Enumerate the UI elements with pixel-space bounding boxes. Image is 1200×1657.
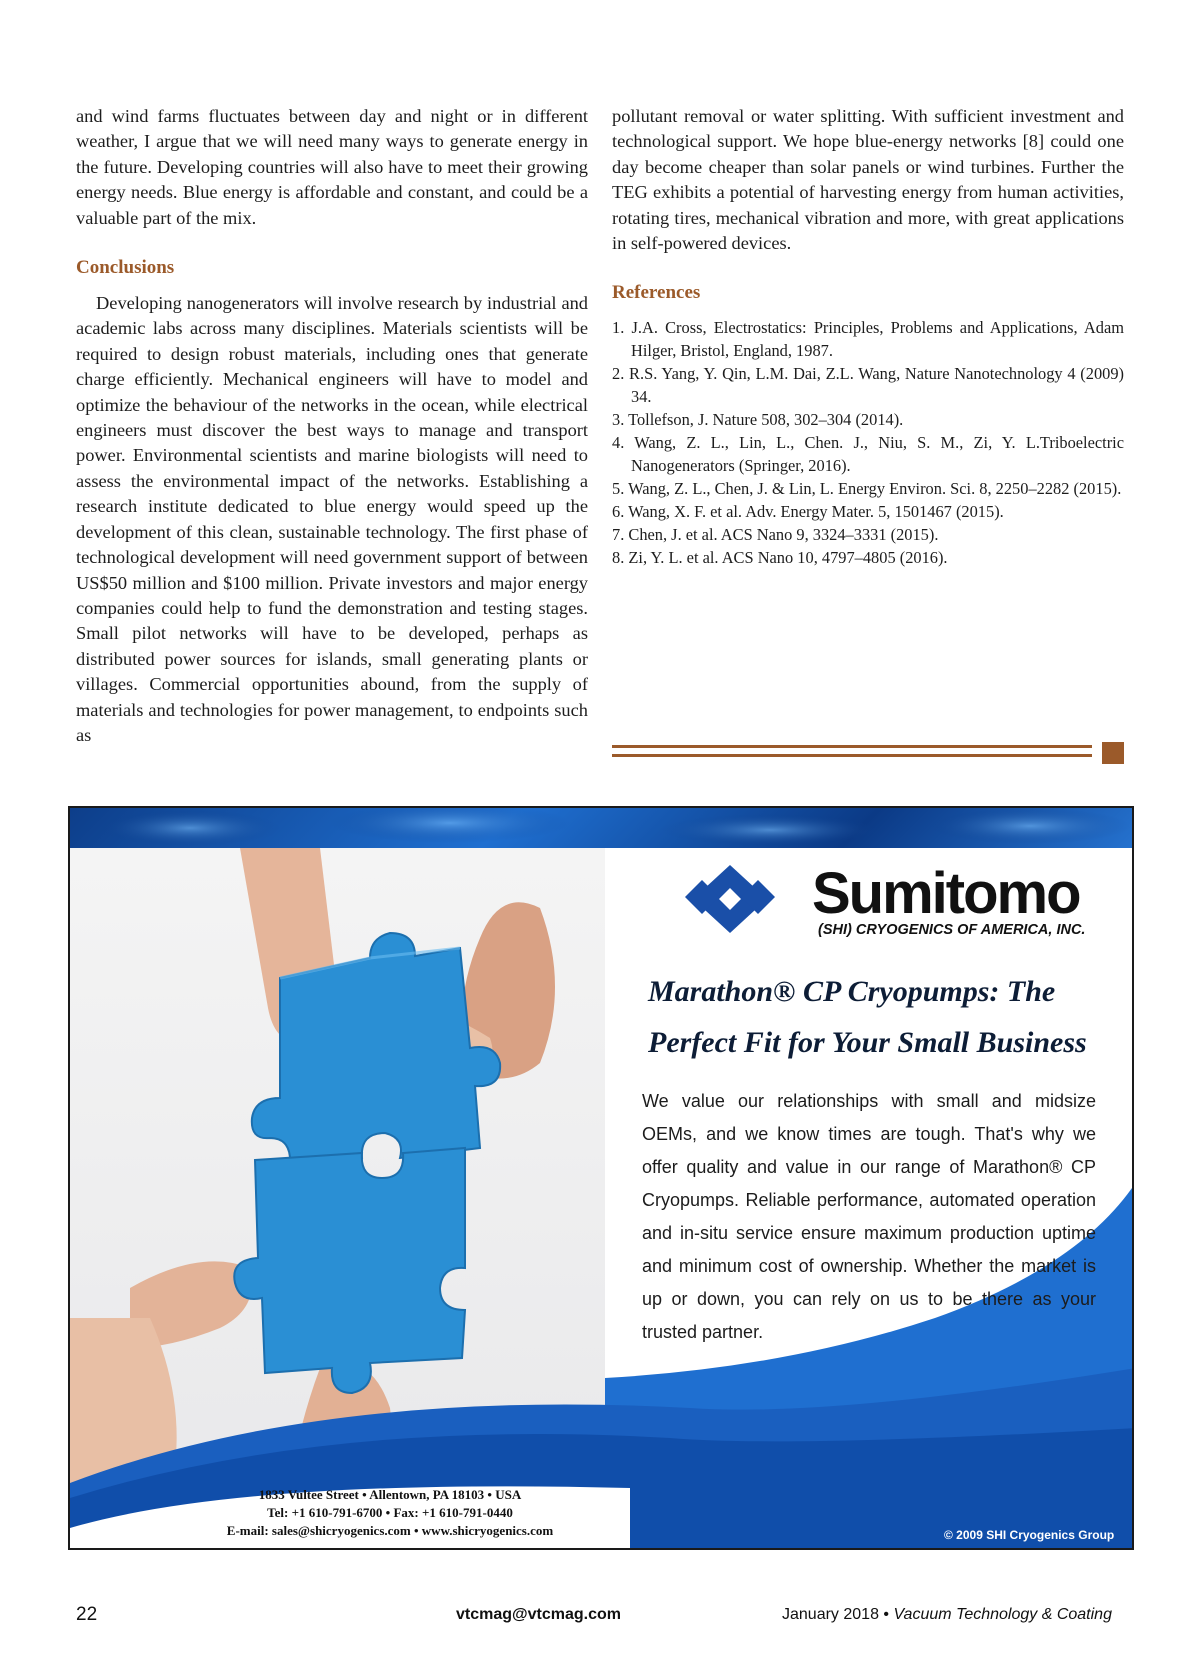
ad-address-line: 1833 Vultee Street • Allentown, PA 18103 • USA: [258, 1487, 522, 1502]
ad-contact-block: [170, 1486, 610, 1540]
reference-item: 5. Wang, Z. L., Chen, J. & Lin, L. Energy Environ. Sci. 8, 2250–2282 (2015).: [612, 479, 1122, 499]
reference-list: [612, 316, 1124, 569]
reference-item: 3. Tollefson, J. Nature 508, 302–304 (2014).: [612, 410, 904, 430]
left-column: [76, 104, 588, 748]
body-paragraph: pollutant removal or water splitting. With sufficient investment and technological support. We hope blue-energy networks [8] could one day become cheaper than solar panels or wind turbines. Further the TEG exhibits a potential of harvesting energy from human activities, rotating tires, mechanical vibration and more, with great applications in self-powered devices.: [612, 106, 1124, 254]
section-heading-references: References: [612, 282, 701, 304]
issue-date: January 2018 •: [782, 1606, 890, 1623]
footer-issue: [782, 1606, 1112, 1624]
ad-email-web-line[interactable]: E-mail: sales@shicryogenics.com • www.shicryogenics.com: [226, 1523, 554, 1538]
brand-name: Sumitomo: [812, 861, 1080, 926]
end-mark: [1102, 742, 1124, 764]
reference-item: 1. J.A. Cross, Electrostatics: Principles, Problems and Applications, Adam Hilger, Bristol, England, 1987.: [612, 318, 1124, 361]
reference-item: 7. Chen, J. et al. ACS Nano 9, 3324–3331 (2015).: [612, 525, 939, 545]
footer-email-link[interactable]: vtcmag@vtcmag.com: [456, 1606, 621, 1623]
end-rule-line: [612, 745, 1092, 748]
reference-item: 6. Wang, X. F. et al. Adv. Energy Mater. 5, 1501467 (2015).: [612, 502, 1004, 522]
brand-subtitle: (SHI) CRYOGENICS OF AMERICA, INC.: [818, 922, 1086, 938]
right-column: [612, 104, 1124, 569]
sumitomo-diamond-logo-icon: [672, 862, 802, 936]
end-rule-line: [612, 754, 1092, 757]
ad-headline-line: Perfect Fit for Your Small Business: [648, 1026, 1087, 1059]
reference-item: 2. R.S. Yang, Y. Qin, L.M. Dai, Z.L. Wang, Nature Nanotechnology 4 (2009) 34.: [612, 364, 1124, 407]
page-number: 22: [76, 1604, 98, 1625]
section-heading-conclusions: Conclusions: [76, 257, 175, 279]
ad-headline-line: Marathon® CP Cryopumps: The: [648, 975, 1056, 1008]
reference-item: 4. Wang, Z. L., Lin, L., Chen. J., Niu, S. M., Zi, Y. L.Triboelectric Nanogenerators (Springer, 2016).: [612, 433, 1124, 476]
publication-name: Vacuum Technology & Coating: [893, 1606, 1112, 1623]
body-paragraph: and wind farms fluctuates between day and night or in different weather, I argue that we will need many ways to generate energy in the future. Developing countries will also have to meet their growing energy needs. Blue energy is affordable and constant, and could be a valuable part of the mix.: [76, 106, 588, 228]
ad-body-text: We value our relationships with small and midsize OEMs, and we know times are tough. That's why we offer quality and value in our range of Marathon® CP Cryopumps. Reliable performance, automated operation and in-situ service ensure maximum production uptime and minimum cost of ownership. Whether the market is up or down, you can rely on us to be there as your trusted partner.: [642, 1091, 1096, 1342]
body-paragraph: Developing nanogenerators will involve research by industrial and academic labs across many disciplines. Materials scientists will be required to design robust materials, including ones that generate charge efficiently. Mechanical engineers will have to model and optimize the behaviour of the networks in the ocean, while electrical engineers must discover the best ways to manage and transport power. Environmental scientists and marine biologists will need to assess the environmental impact of the networks. Establishing a research institute dedicated to blue energy would speed up the development of this clean, sustainable technology. The first phase of technological development will need government support of between US$50 million and $100 million. Private investors and major energy companies could help to fund the demonstration and testing stages. Small pilot networks will have to be developed, perhaps as distributed power sources for islands, small generating plants or villages. Commercial opportunities abound, from the supply of materials and technologies for power management, to endpoints such as: [76, 293, 588, 745]
ad-copyright: © 2009 SHI Cryogenics Group: [944, 1528, 1115, 1542]
ad-headline: [648, 966, 1108, 1068]
reference-item: 8. Zi, Y. L. et al. ACS Nano 10, 4797–4805 (2016).: [612, 548, 948, 568]
ad-phone-line: Tel: +1 610-791-6700 • Fax: +1 610-791-0440: [267, 1505, 513, 1520]
